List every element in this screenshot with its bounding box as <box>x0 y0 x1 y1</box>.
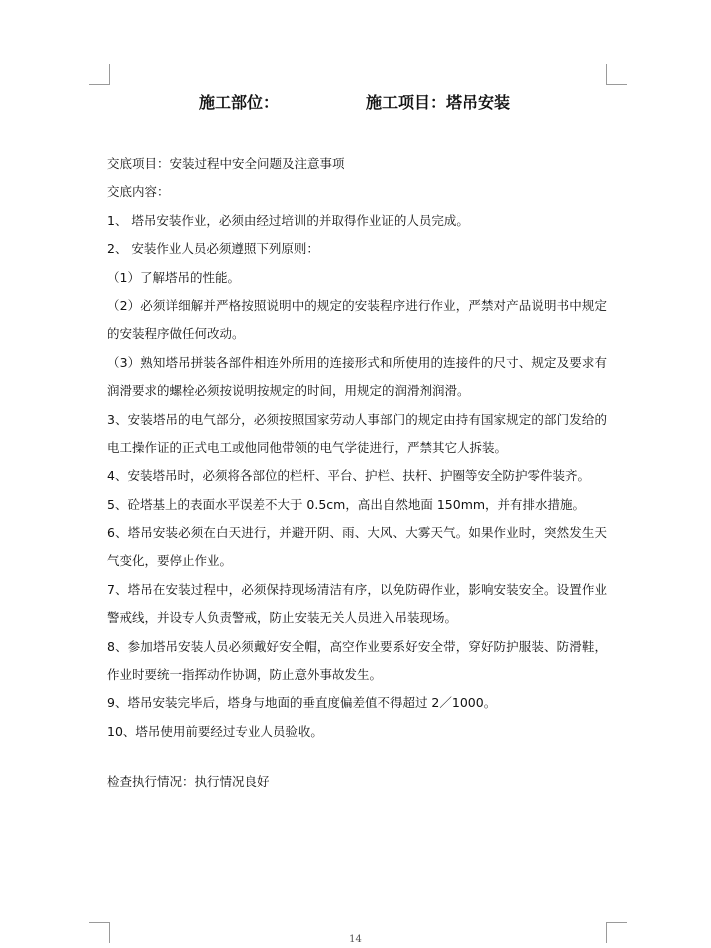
briefing-line-7: 润滑要求的螺栓必须按说明按规定的时间，用规定的润滑剂润滑。 <box>107 383 470 399</box>
briefing-line-5: 的安装程序做任何改动。 <box>107 326 245 342</box>
briefing-line-10: 4、安装塔吊时，必须将各部位的栏杆、平台、护栏、扶杆、护圈等安全防护零件装齐。 <box>107 468 590 484</box>
briefing-line-17: 作业时要统一指挥动作协调，防止意外事故发生。 <box>107 667 383 683</box>
briefing-line-4: （2）必须详细解并严格按照说明中的规定的安装程序进行作业，严禁对产品说明书中规定 <box>107 297 607 313</box>
briefing-line-14: 7、塔吊在安装过程中，必须保持现场清洁有序，以免防碍作业，影响安装安全。设置作业 <box>107 581 607 597</box>
inspection-status: 检查执行情况：执行情况良好 <box>107 774 270 789</box>
briefing-content-label: 交底内容： <box>107 184 170 200</box>
document-header <box>0 90 711 116</box>
briefing-line-18: 9、塔吊安装完毕后，塔身与地面的垂直度偏差值不得超过 2／1000。 <box>107 695 497 711</box>
briefing-line-13: 气变化，要停止作业。 <box>107 553 233 569</box>
briefing-line-19: 10、塔吊使用前要经过专业人员验收。 <box>107 723 323 739</box>
crop-mark-top-right <box>606 64 627 85</box>
briefing-line-12: 6、塔吊安装必须在白天进行，并避开阴、雨、大风、大雾天气。如果作业时，突然发生天 <box>107 525 607 541</box>
briefing-line-15: 警戒线，并设专人负责警戒，防止安装无关人员进入吊装现场。 <box>107 610 458 626</box>
crop-mark-top-left <box>89 64 110 85</box>
briefing-line-9: 电工操作证的正式电工或他同他带领的电气学徒进行，严禁其它人拆装。 <box>107 439 508 455</box>
construction-project-title: 施工项目：塔吊安装 <box>366 93 511 112</box>
briefing-line-8: 3、安装塔吊的电气部分，必须按照国家劳动人事部门的规定由持有国家规定的部门发给的 <box>107 411 607 427</box>
briefing-line-1: 1、 塔吊安装作业，必须由经过培训的并取得作业证的人员完成。 <box>107 212 469 228</box>
page-number: 14 <box>349 934 362 945</box>
briefing-line-16: 8、参加塔吊安装人员必须戴好安全帽，高空作业要系好安全带，穿好防护服装、防滑鞋， <box>107 638 607 654</box>
briefing-line-11: 5、砼塔基上的表面水平误差不大于 0.5cm，高出自然地面 150mm，并有排水措施。 <box>107 496 586 512</box>
briefing-line-6: （3）熟知塔吊拼装各部件相连外所用的连接形式和所使用的连接件的尺寸、规定及要求有 <box>107 354 607 370</box>
briefing-item-line: 交底项目：安装过程中安全问题及注意事项 <box>107 156 345 171</box>
briefing-line-2: 2、 安装作业人员必须遵照下列原则： <box>107 241 319 257</box>
briefing-line-3: （1）了解塔吊的性能。 <box>107 269 240 285</box>
briefing-content <box>107 150 607 746</box>
construction-part-label: 施工部位： <box>199 93 280 112</box>
